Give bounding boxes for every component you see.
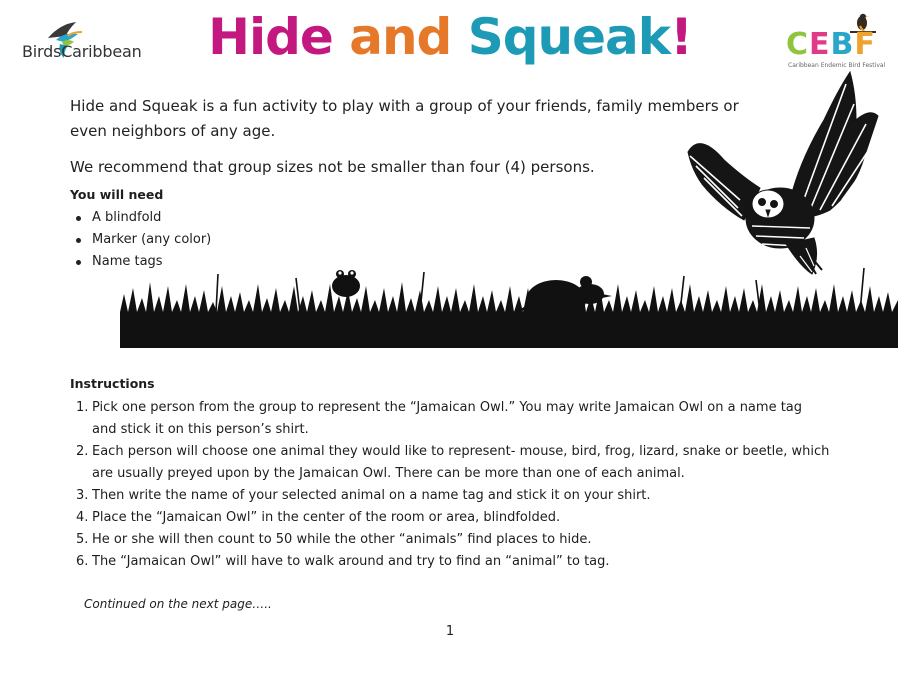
supplies-list [70,207,211,273]
instructions-list [70,397,830,573]
birdscaribbean-wordmark: BirdsCaribbean [22,42,142,61]
grass-band [120,268,898,348]
step-text: Each person will choose one animal they would like to represent- mouse, bird, frog, lizard, snake or beetle, which are usually preyed upon by the Jamaican Owl. There can be more than one of each animal. [92,444,830,481]
list-item [70,441,830,485]
cebf-letters: CEBF [786,27,876,62]
list-item: Name tags [70,251,211,273]
group-size-paragraph: We recommend that group sizes not be smaller than four (4) persons. [70,158,595,176]
title-word-hide: Hide [208,8,350,66]
step-number: 2. [76,444,89,459]
step-text: Then write the name of your selected animal on a name tag and stick it on your shirt. [92,488,651,503]
step-number: 5. [76,532,89,547]
continued-note: Continued on the next page….. [84,597,272,611]
list-item [70,485,830,507]
page-title [0,6,900,68]
list-item [70,529,830,551]
step-text: The “Jamaican Owl” will have to walk around and try to find an “animal” to tag. [92,554,610,569]
step-text: He or she will then count to 50 while the other “animals” find places to hide. [92,532,592,547]
list-item: Marker (any color) [70,229,211,251]
list-item [70,507,830,529]
intro-paragraph: Hide and Squeak is a fun activity to play with a group of your friends, family members or even neighbors of any age. [70,97,739,140]
list-item: A blindfold [70,207,211,229]
list-item [70,551,830,573]
title-exclamation: ! [670,8,692,66]
step-text: Place the “Jamaican Owl” in the center of the room or area, blindfolded. [92,510,561,525]
step-number: 3. [76,488,89,503]
step-text: Pick one person from the group to represent the “Jamaican Owl.” You may write Jamaican Owl on a name tag and stick it on this person’s shirt. [92,400,803,437]
step-number: 6. [76,554,89,569]
page-number: 1 [445,624,455,639]
step-number: 4. [76,510,89,525]
frog-icon [332,270,360,297]
title-word-squeak: Squeak [467,8,671,66]
list-item [70,397,830,441]
title-word-and: and [349,8,468,66]
step-number: 1. [76,400,89,415]
instructions-heading: Instructions [70,376,155,391]
you-will-need-heading: You will need [70,187,164,202]
cebf-subtitle: Caribbean Endemic Bird Festival [788,62,886,69]
